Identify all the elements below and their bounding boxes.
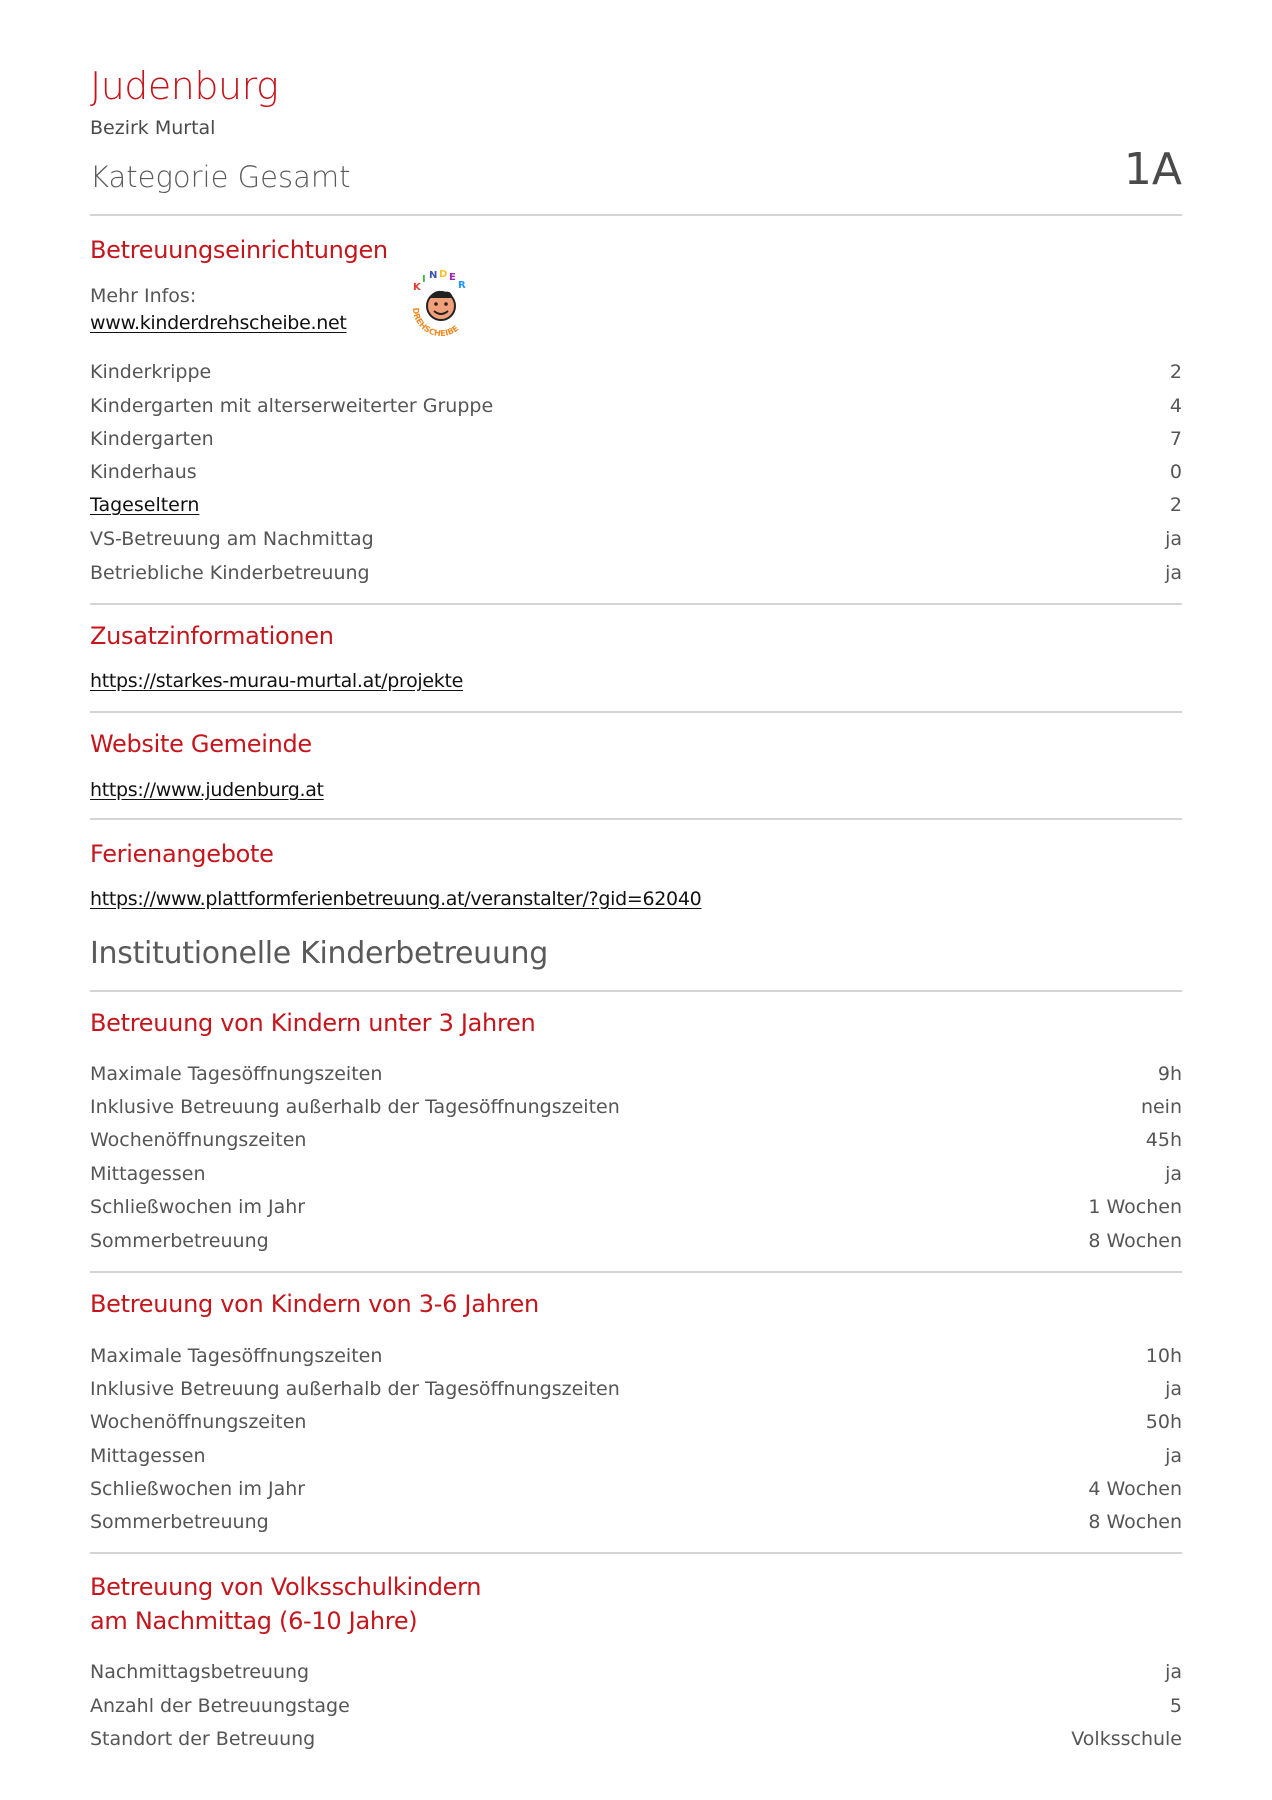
ferienangebote-link[interactable]: https://www.plattformferienbetreuung.at/veranstalter/?gid=62040 [90,888,702,910]
divider [90,990,1182,992]
table-row [90,526,1182,552]
row-value: 2 [1169,361,1182,383]
row-label: Kindergarten [90,428,214,450]
row-label: Kinderkrippe [90,361,212,383]
row-label: Maximale Tagesöffnungszeiten [90,1063,383,1085]
svg-text:E: E [449,272,456,283]
row-value: nein [1140,1096,1182,1118]
row-value: 45h [1145,1129,1182,1151]
table-row [90,1659,1182,1685]
table-row [90,426,1182,452]
row-value: Volksschule [1071,1728,1182,1750]
row-value: ja [1165,528,1182,550]
table-row [90,492,1182,518]
row-value: 1 Wochen [1088,1196,1182,1218]
row-value: 2 [1169,494,1182,516]
table-row [90,1094,1182,1120]
row-label: Sommerbetreuung [90,1230,269,1252]
divider [90,1271,1182,1273]
section-heading-institutionelle: Institutionelle Kinderbetreuung [90,936,548,971]
town-title: Judenburg [90,64,279,108]
row-value: ja [1165,1378,1182,1400]
subsection-heading-volksschule-line2: am Nachmittag (6-10 Jahre) [90,1607,418,1635]
svg-text:N: N [429,270,438,281]
row-label: Inklusive Betreuung außerhalb der Tagesöffnungszeiten [90,1096,620,1118]
more-info-label: Mehr Infos: [90,285,197,307]
row-value: ja [1165,1163,1182,1185]
row-label: Standort der Betreuung [90,1728,316,1750]
row-value: 8 Wochen [1088,1230,1182,1252]
table-row [90,1409,1182,1435]
svg-text:DREHSCHEIBE: DREHSCHEIBE [410,307,461,339]
table-row [90,1194,1182,1220]
section-heading-zusatzinformationen: Zusatzinformationen [90,622,334,650]
row-label: Kindergarten mit alterserweiterter Gruppe [90,395,494,417]
row-value: 0 [1169,461,1182,483]
table-row [90,1127,1182,1153]
row-value: ja [1165,1661,1182,1683]
row-label: Mittagessen [90,1445,206,1467]
subsection-heading-volksschule-line1: Betreuung von Volksschulkindern [90,1573,482,1601]
subsection-heading-unter3: Betreuung von Kindern unter 3 Jahren [90,1009,536,1037]
row-label: Schließwochen im Jahr [90,1478,306,1500]
row-label: Kinderhaus [90,461,197,483]
divider [90,603,1182,605]
tageseltern-link[interactable]: Tageseltern [90,494,200,516]
section-heading-ferienangebote: Ferienangebote [90,840,274,868]
divider [90,818,1182,820]
table-row [90,560,1182,586]
table-row [90,1726,1182,1752]
svg-text:K: K [413,282,421,293]
row-label: Sommerbetreuung [90,1511,269,1533]
divider [90,214,1182,216]
row-label: Inklusive Betreuung außerhalb der Tagesöffnungszeiten [90,1378,620,1400]
district-label: Bezirk Murtal [90,117,216,139]
row-value: 50h [1145,1411,1182,1433]
divider [90,711,1182,713]
row-value: 7 [1169,428,1182,450]
row-label: Wochenöffnungszeiten [90,1411,307,1433]
table-row [90,1161,1182,1187]
row-label: Maximale Tagesöffnungszeiten [90,1345,383,1367]
section-heading-betreuungseinrichtungen: Betreuungseinrichtungen [90,236,388,264]
svg-text:R: R [458,280,466,291]
divider [90,1552,1182,1554]
table-row [90,1061,1182,1087]
category-code: 1A [1123,144,1182,195]
category-label: Kategorie Gesamt [90,160,351,194]
table-row [90,393,1182,419]
row-value: ja [1165,562,1182,584]
svg-text:I: I [422,274,426,285]
row-label: Nachmittagsbetreuung [90,1661,310,1683]
row-label: Schließwochen im Jahr [90,1196,306,1218]
row-value: 4 [1169,395,1182,417]
row-value: 9h [1157,1063,1182,1085]
row-label: Anzahl der Betreuungstage [90,1695,350,1717]
section-heading-website-gemeinde: Website Gemeinde [90,730,312,758]
table-row [90,1343,1182,1369]
table-row [90,1693,1182,1719]
table-row [90,1476,1182,1502]
row-value: ja [1165,1445,1182,1467]
table-row [90,1376,1182,1402]
table-row [90,1228,1182,1254]
row-label: VS-Betreuung am Nachmittag [90,528,374,550]
table-row [90,1509,1182,1535]
kinderdrehscheibe-logo-icon[interactable] [405,268,477,340]
row-label: Mittagessen [90,1163,206,1185]
table-row [90,359,1182,385]
row-value: 5 [1169,1695,1182,1717]
table-row [90,1443,1182,1469]
row-label: Wochenöffnungszeiten [90,1129,307,1151]
subsection-heading-3-6: Betreuung von Kindern von 3-6 Jahren [90,1290,539,1318]
kinderdrehscheibe-link[interactable]: www.kinderdrehscheibe.net [90,312,347,334]
row-value: 10h [1145,1345,1182,1367]
table-row [90,459,1182,485]
zusatzinformationen-link[interactable]: https://starkes-murau-murtal.at/projekte [90,670,464,692]
row-value: 4 Wochen [1088,1478,1182,1500]
svg-text:D: D [439,269,448,280]
row-value: 8 Wochen [1088,1511,1182,1533]
website-gemeinde-link[interactable]: https://www.judenburg.at [90,779,324,801]
row-label: Betriebliche Kinderbetreuung [90,562,370,584]
